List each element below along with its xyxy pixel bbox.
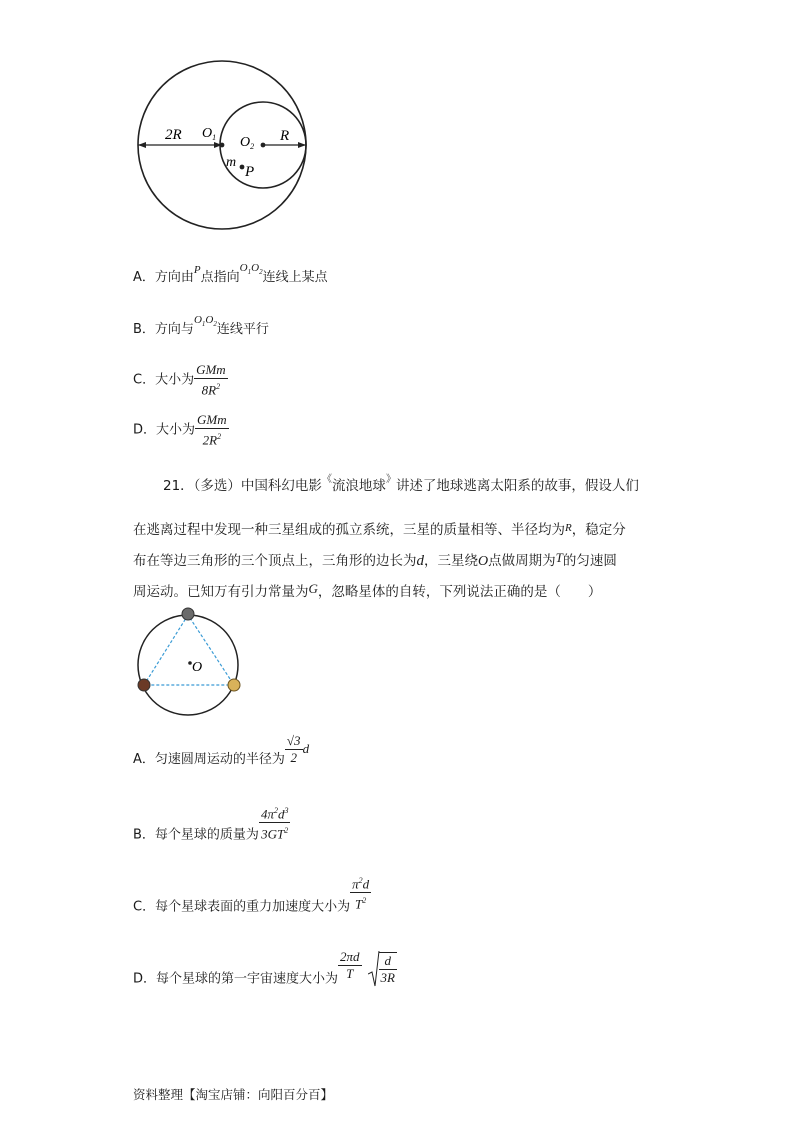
q21-option-d: D．每个星球的第一宇宙速度大小为 $\frac{2\pi d}{T}$ $\frac{d}{3R}$ (133, 948, 395, 987)
q20-option-a: A．方向由$^P$点指向$^{O_1O_2}$连线上某点 (133, 262, 328, 285)
two-circles-diagram (130, 55, 320, 240)
fraction-c: $\frac{\text{GMm}}{8R^2}$ (196, 362, 226, 398)
q21-option-c: C．每个星球表面的重力加速度大小为 $\frac{\pi^2d}{T^2}$ (133, 887, 371, 927)
q20-option-c: C．大小为 $\frac{\text{GMm}}{8R^2}$ (133, 362, 226, 398)
fraction-21c: $\frac{\pi^2d}{T^2}$ (350, 873, 371, 913)
sqrt-21d: $\frac{d}{3R}$ (368, 950, 397, 988)
q20-option-b: B．方向与$^{O_1O_2}$连线平行 (133, 314, 269, 337)
footer-text: 资料整理【淘宝店铺：向阳百分百】 (133, 1087, 334, 1102)
q21-line-2: 在逃离过程中发现一种三星组成的孤立系统，三星的质量相等、半径均为$^R$，稳定分 (133, 522, 626, 538)
label-P: P (245, 164, 255, 180)
three-star-diagram (130, 603, 250, 718)
fraction-d: $\frac{\text{GMm}}{2R^2}$ (197, 412, 227, 448)
q21-line-3: 布在等边三角形的三个顶点上，三角形的边长为d，三星绕O点做周期为T的匀速圆 (133, 550, 617, 569)
q21-option-a: A．匀速圆周运动的半径为 $\frac{√3}{2}$ d (133, 733, 310, 767)
q21-line-1: 21．（多选）中国科幻电影《流浪地球》讲述了地球逃离太阳系的故事，假设人们 (163, 474, 639, 494)
star-top (182, 608, 194, 620)
label-O: O (192, 660, 203, 675)
point-P (240, 165, 245, 170)
label-m: m (226, 155, 237, 170)
label-O1: $O_1$ (202, 126, 217, 142)
label-R: R (280, 128, 290, 144)
point-O2 (261, 143, 266, 148)
label-O2: $O_2$ (240, 135, 255, 151)
star-right (228, 679, 240, 691)
fraction-21d: $\frac{2\pi d}{T}$ (340, 948, 360, 981)
label-2R: 2R (165, 127, 182, 143)
arrow-right-2 (298, 142, 306, 148)
orbit-circle (138, 615, 238, 715)
point-O1 (220, 143, 225, 148)
fraction-21b: $\frac{4\pi^2d^3}{3GT^2}$ (259, 803, 291, 843)
fraction-21a: $\frac{√3}{2}$ (286, 733, 301, 765)
star-left (138, 679, 150, 691)
q21-line-4: 周运动。已知万有引力常量为G，忽略星体的自转，下列说法正确的是（ ） (133, 581, 602, 600)
q20-option-d: D．大小为 $\frac{\text{GMm}}{2R^2}$ (133, 412, 227, 448)
q21-option-b: B．每个星球的质量为 $\frac{4\pi^2d^3}{3GT^2}$ (133, 815, 290, 855)
arrow-left (138, 142, 146, 148)
